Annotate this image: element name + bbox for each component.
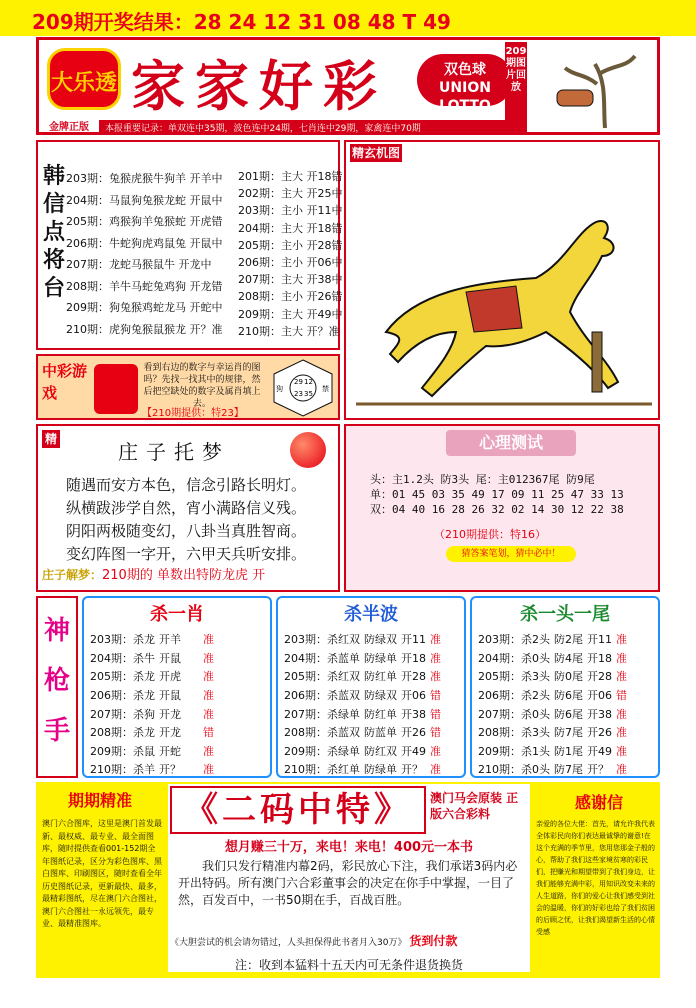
cell: 防绿双 <box>364 633 397 647</box>
mark: 准 <box>203 763 214 777</box>
ad-org: 澳门马会原装 正版六合彩料 <box>430 791 519 821</box>
poem-lines <box>66 474 336 566</box>
psy-hint: 猜答案笔划，猜中必中！ <box>446 546 576 562</box>
cell: 开18 <box>587 651 612 665</box>
table-row <box>88 704 216 723</box>
cell: 210期：杀羊 <box>90 763 155 777</box>
list-item: 203期：兔猴虎猴牛狗羊 开羊中 <box>66 172 223 185</box>
col-title: 杀一肖 <box>150 604 204 625</box>
mark: 错 <box>430 726 441 740</box>
kill-head-tail-table <box>476 630 629 779</box>
poem-line: 变幻阵图一字开，六甲天兵听安排。 <box>66 545 307 563</box>
cell: 206期：杀蓝双 <box>284 689 360 703</box>
psy-line: 单：01 45 03 35 49 17 09 11 25 47 33 13 <box>370 488 624 501</box>
mark: 准 <box>203 651 214 665</box>
psy-footer: （210期提供：特16） <box>434 528 546 541</box>
mark: 准 <box>430 651 441 665</box>
dream-interpretation <box>42 564 265 583</box>
kill-zodiac-panel <box>82 596 272 778</box>
cell: 开06 <box>587 689 612 703</box>
table-row <box>88 686 216 705</box>
main-ad <box>168 784 530 972</box>
cell: 防绿双 <box>364 689 397 703</box>
cell: 防红双 <box>364 744 397 758</box>
ad-note <box>170 932 530 949</box>
table-row <box>476 667 629 686</box>
mystery-tag: 精玄机图 <box>351 146 400 160</box>
table-row <box>282 667 443 686</box>
cell: 208期：杀蓝双 <box>284 726 360 740</box>
cell: 开龙 <box>159 726 181 740</box>
hanxin-title: 韩信点将台 <box>42 163 65 301</box>
table-row <box>282 723 443 742</box>
size-list <box>238 168 343 340</box>
cell: 防4尾 <box>554 651 583 665</box>
table-row <box>88 630 216 649</box>
cell: 207期：杀0头 <box>478 707 550 721</box>
poem-line: 阴阳两极随变幻，八卦当真胜智商。 <box>66 522 307 540</box>
cell: 开49 <box>587 744 612 758</box>
cell: 开26 <box>587 726 612 740</box>
cell: 开49 <box>401 744 426 758</box>
cell: 防6尾 <box>554 707 583 721</box>
cell: 210期：杀0头 <box>478 763 550 777</box>
cell: 开06 <box>401 689 426 703</box>
interpretation-label: 庄子解梦： <box>42 568 103 582</box>
table-row <box>476 760 629 779</box>
union-lotto-logo: 双色球 UNION LOTTO <box>417 54 513 106</box>
cell: 204期：杀0头 <box>478 651 550 665</box>
cell: 开11 <box>401 633 426 647</box>
col-title: 杀一头一尾 <box>520 604 610 625</box>
table-row <box>476 742 629 761</box>
sharpshooter-label <box>36 596 78 778</box>
cell: 209期：杀1头 <box>478 744 550 758</box>
poem-line: 纵横跋涉学自然，宵小满路信义残。 <box>66 499 307 517</box>
list-item: 204期：马鼠狗兔猴龙蛇 开鼠中 <box>66 193 223 207</box>
psychology-test-panel <box>344 424 660 592</box>
tree-icon <box>535 44 655 130</box>
note-text: 《大胆尝试的机会请勿错过，人头担保得此书者月入30万》 <box>170 938 407 948</box>
mark: 准 <box>616 670 627 684</box>
cell: 205期：杀3头 <box>478 670 550 684</box>
cell: 205期：杀龙 <box>90 670 155 684</box>
dial-zodiac: 狗 <box>276 385 283 393</box>
cod-label: 货到付款 <box>409 934 458 948</box>
ad-body: 我们只发行精准内幕2码，彩民放心下注，我们承诺3码内必开出特码。所有澳门六合彩董事会的决定在你手中掌握，一目了然，百发百中，一书50期在手，百战百胜。 <box>178 859 518 907</box>
mark: 准 <box>616 633 627 647</box>
table-row <box>88 649 216 668</box>
mark: 准 <box>616 707 627 721</box>
mark: 准 <box>616 726 627 740</box>
cell: 开38 <box>587 707 612 721</box>
cell: 防蓝单 <box>364 726 397 740</box>
cell: 203期：杀龙 <box>90 633 155 647</box>
cell: 开虎 <box>159 670 181 684</box>
cell: 206期：杀2头 <box>478 689 550 703</box>
kill-zodiac-table <box>88 630 216 779</box>
jing-tag: 精 <box>42 430 60 448</box>
cell: 开龙 <box>159 707 181 721</box>
kill-half-wave-panel <box>276 596 466 778</box>
table-row <box>282 760 443 779</box>
cell: 防1尾 <box>554 744 583 758</box>
cell: 开38 <box>401 707 426 721</box>
list-item: 209期：狗兔猴鸡蛇龙马 开蛇中 <box>66 301 223 314</box>
table-row <box>476 649 629 668</box>
list-item: 207期：主大 开38中 <box>238 273 343 287</box>
list-item: 208期：主小 开26错 <box>238 290 343 304</box>
thanks-text: 亲爱的各位大佬：首先，请允许我代表全体彩民向你们表达最诚挚的谢意!在这个充满的季节里，您用您那金子般的心，帮助了我们这些家境贫寒的彩民们，把赚光和期望带到了我们身边，让我们能够充满中彩，用知识改变未来的人生道路，你们的爱心让我们感受到社会的温暖，你们的好彩也给了我们贫困的后顾之忧，让我们渴望新生活的心情受感 <box>536 820 655 936</box>
cell: 209期：杀鼠 <box>90 744 155 758</box>
cell: 防红单 <box>364 707 397 721</box>
list-item: 203期：主小 开11中 <box>238 204 343 218</box>
list-item: 201期：主大 开18错 <box>238 170 343 183</box>
game-footer: 【210期提供：特23】 <box>142 408 244 419</box>
cell: 防0尾 <box>554 670 583 684</box>
cell: 206期：杀龙 <box>90 689 155 703</box>
interpretation-text: 210期的 单数出特防龙虎 开 <box>102 568 266 583</box>
cell: 开？ <box>401 763 423 777</box>
cell: 开羊 <box>159 633 181 647</box>
record-strip: 本报重要记录：单双连中35期，波色连中24期，七肖连中29期，家禽连中70期 <box>99 120 509 134</box>
cell: 防2尾 <box>554 633 583 647</box>
cell: 207期：杀绿单 <box>284 707 360 721</box>
cell: 开鼠 <box>159 689 181 703</box>
draw-result-header: 209期开奖结果：28 24 12 31 08 48 T 49 <box>0 0 696 36</box>
list-item: 206期：牛蛇狗虎鸡鼠兔 开鼠中 <box>66 236 223 250</box>
cell: 204期：杀蓝单 <box>284 651 360 665</box>
mark: 准 <box>203 633 214 647</box>
list-item: 202期：主大 开25中 <box>238 187 343 201</box>
kill-head-tail-panel <box>470 596 660 778</box>
col-title: 杀半波 <box>344 604 398 625</box>
advert-footer <box>36 782 660 978</box>
left-ad-text: 澳门六合图库，这里是澳门首发最新、最权威、最专业、最全面图库，随时提供查看001-152期全年图纸记录，区分为彩色图库、黑白图库、印刷图区，随时查看全年历史图纸记录，更新最快、最多，最精彩图纸，尽在澳门六合图社，澳门六合图社一永远领先，最专业、最精准图库。 <box>42 819 162 928</box>
ad-slogan: 想月赚三十万，来电！来电！400元一本书 <box>224 840 474 855</box>
table-row <box>282 686 443 705</box>
cell: 开18 <box>401 651 426 665</box>
list-item: 204期：主大 开18错 <box>238 221 343 235</box>
cell: 防6尾 <box>554 689 583 703</box>
mark: 准 <box>430 763 441 777</box>
cell: 209期：杀绿单 <box>284 744 360 758</box>
cell: 防红单 <box>364 670 397 684</box>
cell: 开？ <box>159 763 181 777</box>
table-row <box>476 723 629 742</box>
list-item: 208期：羊牛马蛇兔鸡狗 开龙错 <box>66 279 223 293</box>
poem-title: 庄子托梦 <box>118 440 230 464</box>
cell: 开鼠 <box>159 651 181 665</box>
vertical-label: 209期图片回放 <box>505 42 527 134</box>
mark: 准 <box>430 633 441 647</box>
table-row <box>88 667 216 686</box>
ad-footnote: 注：收到本猛料十五天内可无条件退货换货 <box>234 958 463 972</box>
cell: 204期：杀牛 <box>90 651 155 665</box>
cell: 207期：杀狗 <box>90 707 155 721</box>
list-item: 205期：主小 开28错 <box>238 238 343 252</box>
table-row <box>476 704 629 723</box>
mark: 准 <box>203 707 214 721</box>
dial-zodiac: 禁 <box>322 385 329 393</box>
zhuangzi-dream-panel <box>36 424 340 592</box>
list-item: 205期：鸡猴狗羊兔猴蛇 开虎错 <box>66 215 223 228</box>
list-item: 209期：主大 开49中 <box>238 307 343 321</box>
cell: 开28 <box>401 670 426 684</box>
char: 神 <box>43 616 70 646</box>
cell: 208期：杀3头 <box>478 726 550 740</box>
cell: 203期：杀红双 <box>284 633 360 647</box>
psy-line: 双：04 40 16 28 26 32 02 14 30 12 22 38 <box>370 503 624 516</box>
psy-lines <box>370 472 624 517</box>
cell: 203期：杀2头 <box>478 633 550 647</box>
cell: 开11 <box>587 633 612 647</box>
list-item: 206期：主小 开06中 <box>238 256 343 270</box>
table-row <box>282 704 443 723</box>
page-title: 家家好彩 <box>131 54 387 118</box>
edition-label: 金牌正版 <box>49 122 89 133</box>
horse-icon <box>356 182 652 414</box>
cell: 防绿单 <box>364 763 397 777</box>
mark: 错 <box>616 689 627 703</box>
kill-half-wave-table <box>282 630 443 779</box>
list-item: 210期：主大 开？准 <box>238 324 340 338</box>
poem-line: 随遇而安方本色，信念引路长明灯。 <box>66 476 307 494</box>
zodiac-list <box>66 168 223 340</box>
ad-headline: 《二码中特》 <box>170 786 426 834</box>
char: 枪 <box>43 666 70 696</box>
cell: 开蛇 <box>159 744 181 758</box>
left-ad-title: 期期精准 <box>67 791 132 810</box>
mark: 准 <box>430 744 441 758</box>
table-row <box>476 686 629 705</box>
cell: 205期：杀红双 <box>284 670 360 684</box>
dial-num: 29 <box>294 378 303 386</box>
mystery-picture-panel <box>344 140 660 420</box>
game-title: 中彩游戏 <box>42 362 88 402</box>
table-row <box>88 742 216 761</box>
game-text: 看到右边的数字与幸运肖的图吗？先找一找其中的规律，然后把空缺处的数字及属肖填上去。 <box>143 363 261 409</box>
red-ball-icon <box>290 432 326 468</box>
list-item: 210期：虎狗兔猴鼠猴龙 开？准 <box>66 322 223 336</box>
psy-line: 头：主1.2头 防3头 尾：主012367尾 防9尾 <box>370 473 595 486</box>
zodiac-dial <box>270 358 336 418</box>
cell: 208期：杀龙 <box>90 726 155 740</box>
table-row <box>88 760 216 779</box>
dial-num: 12 <box>304 378 313 386</box>
cell: 开26 <box>401 726 426 740</box>
cell: 防绿单 <box>364 651 397 665</box>
table-row <box>282 742 443 761</box>
title-banner <box>36 37 660 135</box>
thanks-title: 感谢信 <box>574 793 623 812</box>
mark: 准 <box>203 670 214 684</box>
lottery-game-panel <box>36 354 340 420</box>
mark: 准 <box>430 670 441 684</box>
cell: 210期：杀红单 <box>284 763 360 777</box>
char: 手 <box>43 716 70 746</box>
mark: 准 <box>616 763 627 777</box>
mark: 准 <box>203 689 214 703</box>
dial-num: 23 <box>294 390 303 398</box>
table-row <box>88 723 216 742</box>
hanxin-panel <box>36 140 343 350</box>
mark: 准 <box>616 744 627 758</box>
cell: 开28 <box>587 670 612 684</box>
mark: 准 <box>203 744 214 758</box>
mark: 错 <box>203 726 214 740</box>
list-item: 207期：龙蛇马猴鼠牛 开龙中 <box>66 258 212 271</box>
mark: 准 <box>616 651 627 665</box>
fortune-figure-icon <box>94 364 138 414</box>
cell: 防7尾 <box>554 763 583 777</box>
mark: 错 <box>430 689 441 703</box>
table-row <box>282 630 443 649</box>
tree-picture <box>535 44 655 130</box>
cell: 防7尾 <box>554 726 583 740</box>
daletou-logo: 大乐透 <box>47 48 121 110</box>
table-row <box>476 630 629 649</box>
psy-title: 心理测试 <box>446 430 576 456</box>
cell: 开？ <box>587 763 609 777</box>
dial-num: 35 <box>304 390 313 398</box>
mark: 错 <box>430 707 441 721</box>
table-row <box>282 649 443 668</box>
